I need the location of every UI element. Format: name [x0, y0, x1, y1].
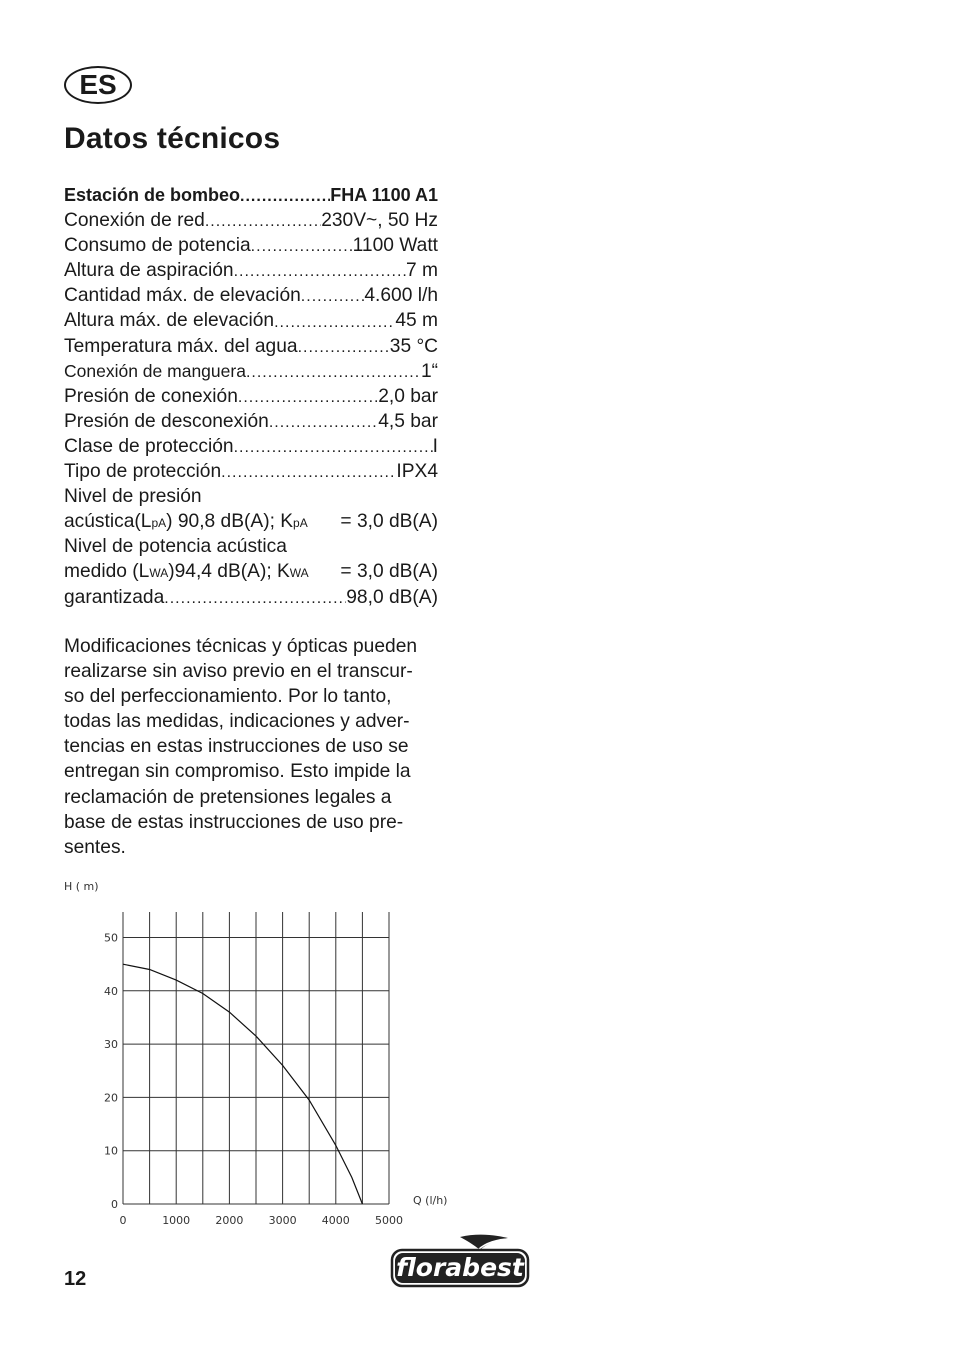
x-tick-label: 5000 [375, 1214, 403, 1227]
page-number: 12 [64, 1268, 87, 1290]
x-axis-label: Q (l/h) [413, 1194, 448, 1207]
florabest-logo [390, 1234, 530, 1295]
florabest-logo-graphic [390, 1234, 530, 1290]
notice-line: tencias en estas instrucciones de uso se [64, 736, 409, 758]
spec-row [64, 233, 438, 258]
y-tick-label: 50 [104, 931, 118, 945]
spec-value: 2,0 bar [378, 385, 438, 407]
technical-notice [64, 634, 446, 860]
spec-value: 4,5 bar [378, 410, 438, 432]
y-tick-label: 10 [104, 1144, 118, 1158]
spec-row [64, 359, 438, 384]
notice-line: reclamación de pretensiones legales a [64, 786, 392, 808]
spec-label: Cantidad máx. de elevación [64, 285, 301, 307]
sound-pressure-label: Nivel de presión [64, 486, 202, 508]
spec-value: 230V~, 50 Hz [321, 210, 438, 232]
spec-value: 45 m [395, 310, 438, 332]
spec-value: 7 m [406, 260, 438, 282]
x-tick-label: 1000 [162, 1214, 191, 1227]
notice-line: sentes. [64, 836, 126, 858]
notice-line: Modificaciones técnicas y ópticas pueden [64, 636, 418, 657]
spec-value: IPX4 [396, 461, 438, 483]
x-tick-label: 2000 [215, 1214, 244, 1227]
spec-value: 1100 Watt [352, 235, 438, 257]
page-title: Datos técnicos [64, 122, 281, 155]
spec-row [64, 334, 438, 359]
notice-line: so del perfeccionamiento. Por lo tanto, [64, 686, 392, 708]
spec-label: Altura máx. de elevación [64, 310, 275, 332]
notice-line: realizarse sin aviso previo en el transcur- [64, 661, 413, 683]
spec-row [64, 459, 438, 484]
spec-label: Clase de protección [64, 435, 234, 457]
spec-value: 4.600 l/h [364, 285, 438, 307]
spec-row-model [64, 183, 438, 208]
notice-line: entregan sin compromiso. Esto impide la [64, 761, 411, 783]
spec-label: Presión de desconexión [64, 410, 269, 432]
spec-row [64, 409, 438, 434]
y-tick-label: 40 [104, 984, 118, 998]
spec-row [64, 434, 438, 459]
spec-value: FHA 1100 A1 [330, 185, 438, 205]
sound-pressure-value: acústica(LpA) 90,8 dB(A); KpA = 3,0 dB(A) [64, 511, 438, 533]
spec-label: Presión de conexión [64, 385, 238, 407]
x-tick-label: 4000 [321, 1214, 350, 1227]
notice-line: base de estas instrucciones de uso pre- [64, 811, 404, 833]
spec-rows [64, 208, 438, 484]
chart-svg [60, 874, 460, 1234]
spec-row [64, 283, 438, 308]
y-axis-label: H ( m) [64, 880, 99, 893]
spec-value: 35 °C [389, 335, 438, 357]
spec-label: Consumo de potencia [64, 235, 251, 257]
spec-label: Tipo de protección [64, 461, 222, 483]
sound-power-guaranteed: garantizada ..... 98,0 dB(A) [64, 585, 438, 610]
notice-line: todas las medidas, indicaciones y adver- [64, 711, 410, 733]
sound-power-measured: medido (LWA)94,4 dB(A); KWA = 3,0 dB(A) [64, 561, 438, 583]
pump-curve-line [123, 964, 362, 1204]
spec-row [64, 258, 438, 283]
spec-label: Conexión de manguera [64, 360, 246, 381]
spec-row [64, 384, 438, 409]
spec-label: Estación de bombeo [64, 185, 241, 205]
x-tick-label: 3000 [268, 1214, 297, 1227]
y-tick-label: 30 [104, 1038, 118, 1052]
sound-power-label: Nivel de potencia acústica [64, 536, 287, 558]
language-badge: ES [64, 66, 132, 104]
spec-label: Altura de aspiración [64, 260, 234, 282]
spec-value: 1“ [420, 360, 438, 382]
spec-label: Temperatura máx. del agua [64, 335, 298, 357]
y-tick-label: 20 [104, 1091, 118, 1105]
y-tick-label: 0 [111, 1198, 118, 1211]
spec-label: Conexión de red [64, 210, 205, 232]
x-tick-label: 0 [119, 1214, 127, 1227]
pump-performance-chart [60, 874, 460, 1239]
svg-text:florabest: florabest [396, 1253, 524, 1282]
spec-row [64, 208, 438, 233]
spec-row [64, 308, 438, 333]
technical-specs [64, 183, 438, 610]
spec-value: I [432, 435, 438, 457]
